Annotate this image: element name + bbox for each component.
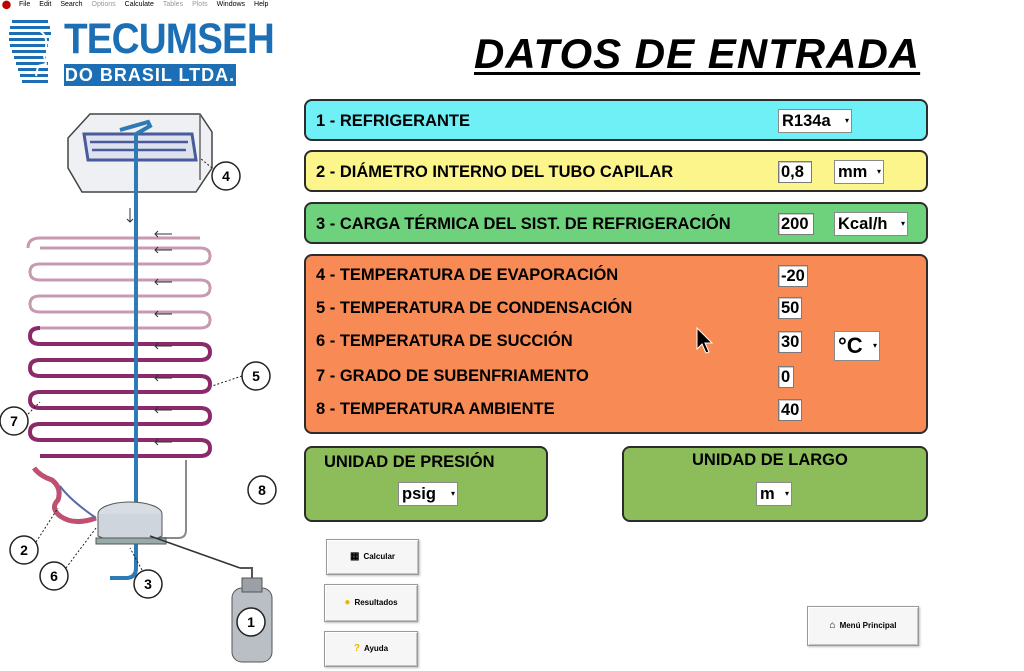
chevron-down-icon: ▾ — [784, 489, 789, 498]
chevron-down-icon: ▾ — [900, 219, 905, 228]
diametro-unit-select[interactable] — [834, 160, 884, 184]
filter-dryer-icon — [34, 468, 96, 522]
home-icon: ⌂ — [829, 620, 836, 631]
callout-2 — [10, 508, 58, 564]
length-unit-select[interactable] — [756, 482, 792, 506]
label-subenfriamento: 7 - GRADO DE SUBENFRIAMENTO — [316, 367, 589, 385]
svg-text:4: 4 — [222, 168, 230, 184]
callout-8 — [248, 476, 276, 504]
menu-file[interactable]: File — [19, 1, 31, 8]
refrigerante-value: R134a — [782, 112, 831, 130]
label-ambiente: 8 - TEMPERATURA AMBIENTE — [316, 400, 555, 418]
svg-text:5: 5 — [252, 368, 260, 384]
indian-head-logo-icon — [8, 14, 54, 86]
menu-bar — [0, 0, 1024, 10]
chevron-down-icon: ▾ — [872, 341, 877, 350]
svg-text:6: 6 — [50, 568, 58, 584]
condensacion-input[interactable]: 50 — [778, 297, 802, 319]
temperature-unit-value: °C — [838, 333, 863, 358]
ayuda-label: Ayuda — [363, 644, 389, 653]
label-succion: 6 - TEMPERATURA DE SUCCIÓN — [316, 332, 573, 350]
menu-edit[interactable]: Edit — [39, 1, 52, 8]
svg-text:2: 2 — [20, 542, 28, 558]
menu-help[interactable]: Help — [254, 1, 269, 8]
carga-unit-select[interactable] — [834, 212, 908, 236]
label-condensacion: 5 - TEMPERATURA DE CONDENSACIÓN — [316, 299, 633, 317]
succion-input[interactable]: 30 — [778, 331, 802, 353]
tecumseh-logo — [8, 14, 274, 88]
compressor-icon — [96, 502, 240, 568]
menu-options[interactable]: Options — [91, 1, 116, 8]
help-icon: ? — [353, 643, 360, 654]
diametro-input[interactable]: 0,8 — [778, 161, 812, 183]
svg-text:1: 1 — [247, 614, 255, 630]
svg-text:3: 3 — [144, 576, 152, 592]
carga-input[interactable]: 200 — [778, 213, 814, 235]
pressure-unit-label: UNIDAD DE PRESIÓN — [324, 453, 495, 471]
menu-tables[interactable]: Tables — [162, 1, 184, 8]
svg-text:7: 7 — [10, 413, 18, 429]
pressure-unit-select[interactable] — [398, 482, 458, 506]
refrigeration-diagram — [0, 108, 300, 671]
refrigerante-select[interactable] — [778, 109, 852, 133]
svg-text:8: 8 — [258, 482, 266, 498]
label-refrigerante: 1 - REFRIGERANTE — [316, 112, 471, 130]
length-unit-value: m — [760, 485, 775, 503]
lightbulb-icon: ● — [344, 597, 351, 608]
menu-search[interactable]: Search — [60, 1, 83, 8]
callout-6 — [40, 528, 96, 590]
mouse-pointer-icon — [696, 327, 714, 355]
carga-unit-value: Kcal/h — [838, 215, 888, 233]
page-title: DATOS DE ENTRADA — [474, 30, 921, 77]
calcular-button[interactable] — [326, 539, 419, 575]
subenfriamento-input[interactable]: 0 — [778, 366, 794, 388]
temperature-unit-select[interactable] — [834, 331, 880, 361]
logo-brand-bottom: DO BRASIL LTDA. — [64, 65, 236, 85]
label-evaporacion: 4 - TEMPERATURA DE EVAPORACIÓN — [316, 266, 619, 284]
callout-1 — [237, 608, 265, 636]
calculator-icon: ▦ — [349, 551, 360, 562]
condenser-coil-icon — [28, 238, 210, 456]
length-unit-label: UNIDAD DE LARGO — [692, 451, 848, 469]
ambiente-input[interactable]: 40 — [778, 399, 802, 421]
app-icon: ⬤ — [2, 0, 11, 9]
evaporacion-input[interactable]: -20 — [778, 265, 808, 287]
label-carga: 3 - CARGA TÉRMICA DEL SIST. DE REFRIGERACIÓN — [316, 215, 731, 233]
menu-principal-label: Menú Principal — [839, 621, 897, 630]
label-diametro: 2 - DIÁMETRO INTERNO DEL TUBO CAPILAR — [316, 163, 674, 181]
diametro-unit-value: mm — [838, 163, 868, 181]
menu-plots[interactable]: Plots — [192, 1, 208, 8]
resultados-label: Resultados — [354, 598, 398, 607]
resultados-button[interactable] — [324, 584, 418, 622]
callout-5 — [212, 362, 270, 390]
chevron-down-icon: ▾ — [844, 116, 849, 125]
calcular-label: Calcular — [363, 552, 396, 561]
ayuda-button[interactable] — [324, 631, 418, 667]
chevron-down-icon: ▾ — [876, 167, 881, 176]
chevron-down-icon: ▾ — [450, 489, 455, 498]
menu-windows[interactable]: Windows — [216, 1, 246, 8]
menu-principal-button[interactable] — [807, 606, 919, 646]
menu-calculate[interactable]: Calculate — [124, 1, 154, 8]
logo-brand-top: TECUMSEH — [64, 15, 274, 63]
pressure-unit-value: psig — [402, 485, 436, 503]
